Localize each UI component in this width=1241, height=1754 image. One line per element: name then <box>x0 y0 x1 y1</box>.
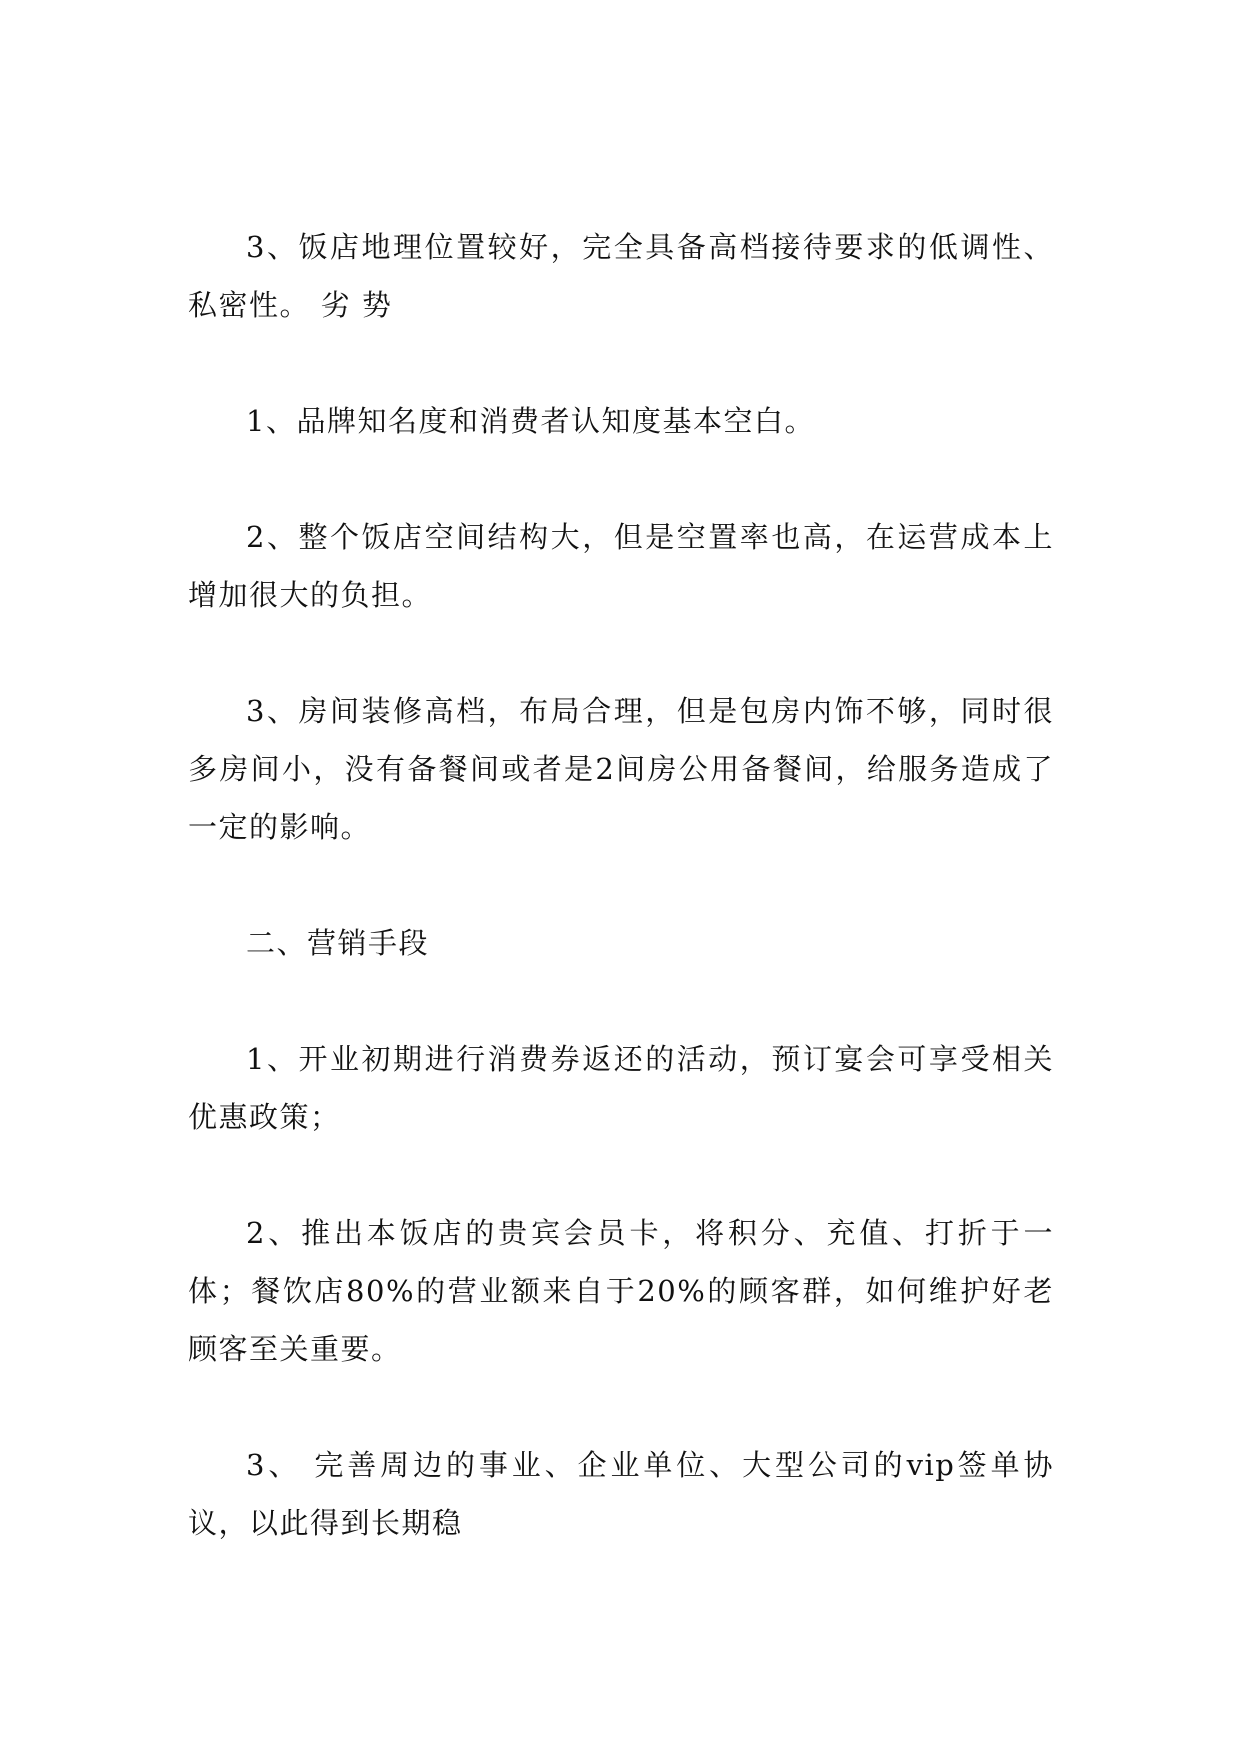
paragraph-space-cost: 2、整个饭店空间结构大，但是空置率也高，在运营成本上增加很大的负担。 <box>188 520 1054 612</box>
document-body <box>188 218 1054 1552</box>
paragraph-vip-agreement: 3、 完善周边的事业、企业单位、大型公司的vip签单协议，以此得到长期稳 <box>188 1448 1054 1540</box>
paragraph-room-layout: 3、房间装修高档，布局合理，但是包房内饰不够，同时很多房间小，没有备餐间或者是2间房公用备餐间，给服务造成了一定的影响。 <box>188 694 1054 844</box>
paragraph-brand-awareness: 1、品牌知名度和消费者认知度基本空白。 <box>246 404 815 438</box>
paragraph-location-strength: 3、饭店地理位置较好，完全具备高档接待要求的低调性、私密性。 劣 势 <box>188 230 1054 322</box>
paragraph-voucher-promotion: 1、开业初期进行消费券返还的活动，预订宴会可享受相关优惠政策； <box>188 1042 1054 1134</box>
paragraph-vip-card: 2、推出本饭店的贵宾会员卡，将积分、充值、打折于一体；餐饮店80%的营业额来自于20%的顾客群，如何维护好老顾客至关重要。 <box>188 1216 1054 1366</box>
section-heading-marketing: 二、营销手段 <box>246 926 430 960</box>
